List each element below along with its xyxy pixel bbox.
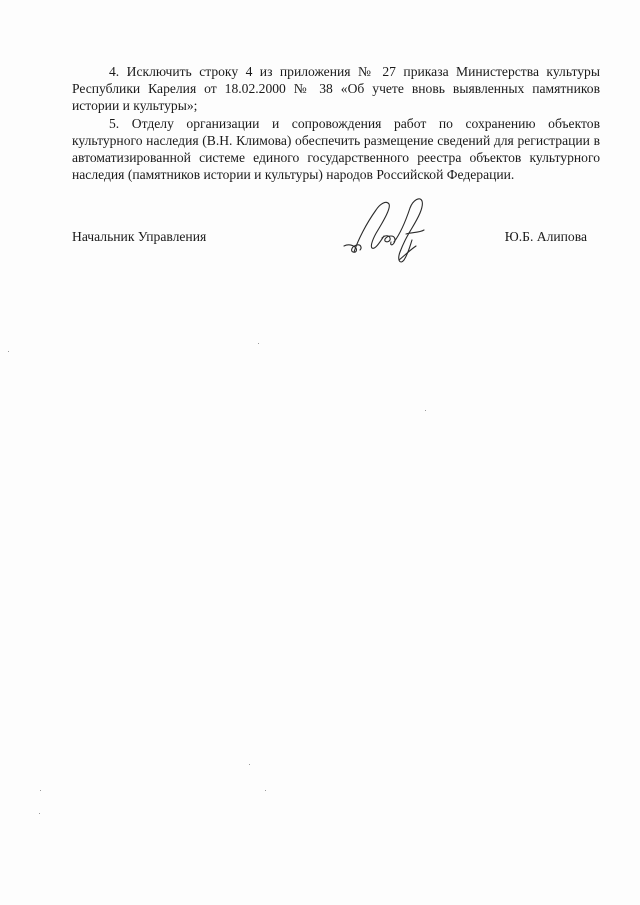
paragraph-item-5: 5. Отделу организации и сопровождения работ по сохранению объектов культурного наследия (В.Н. Климова) обеспечить размещение сведений для регистрации в автоматизированной системе единого государственного реестра объектов культурного наследия (памятников истории и культуры) народов Российской Федерации.: [72, 115, 600, 183]
signer-position: Начальник Управления: [72, 229, 207, 244]
scan-speck: [425, 410, 426, 411]
paragraph-item-4: 4. Исключить строку 4 из приложения № 27 приказа Министерства культуры Республики Карелия от 18.02.2000 № 38 «Об учете вновь выявленных памятников истории и культуры»;: [72, 64, 600, 114]
scan-speck: [249, 764, 250, 765]
scan-speck: [40, 790, 41, 791]
scan-speck: [39, 813, 40, 814]
handwritten-signature: [340, 190, 440, 268]
scan-speck: [258, 343, 259, 344]
scan-speck: [8, 351, 9, 352]
signature-block: [72, 224, 600, 274]
signer-name: Ю.Б. Алипова: [504, 229, 587, 244]
document-body: [72, 63, 600, 183]
scan-speck: [265, 790, 266, 791]
